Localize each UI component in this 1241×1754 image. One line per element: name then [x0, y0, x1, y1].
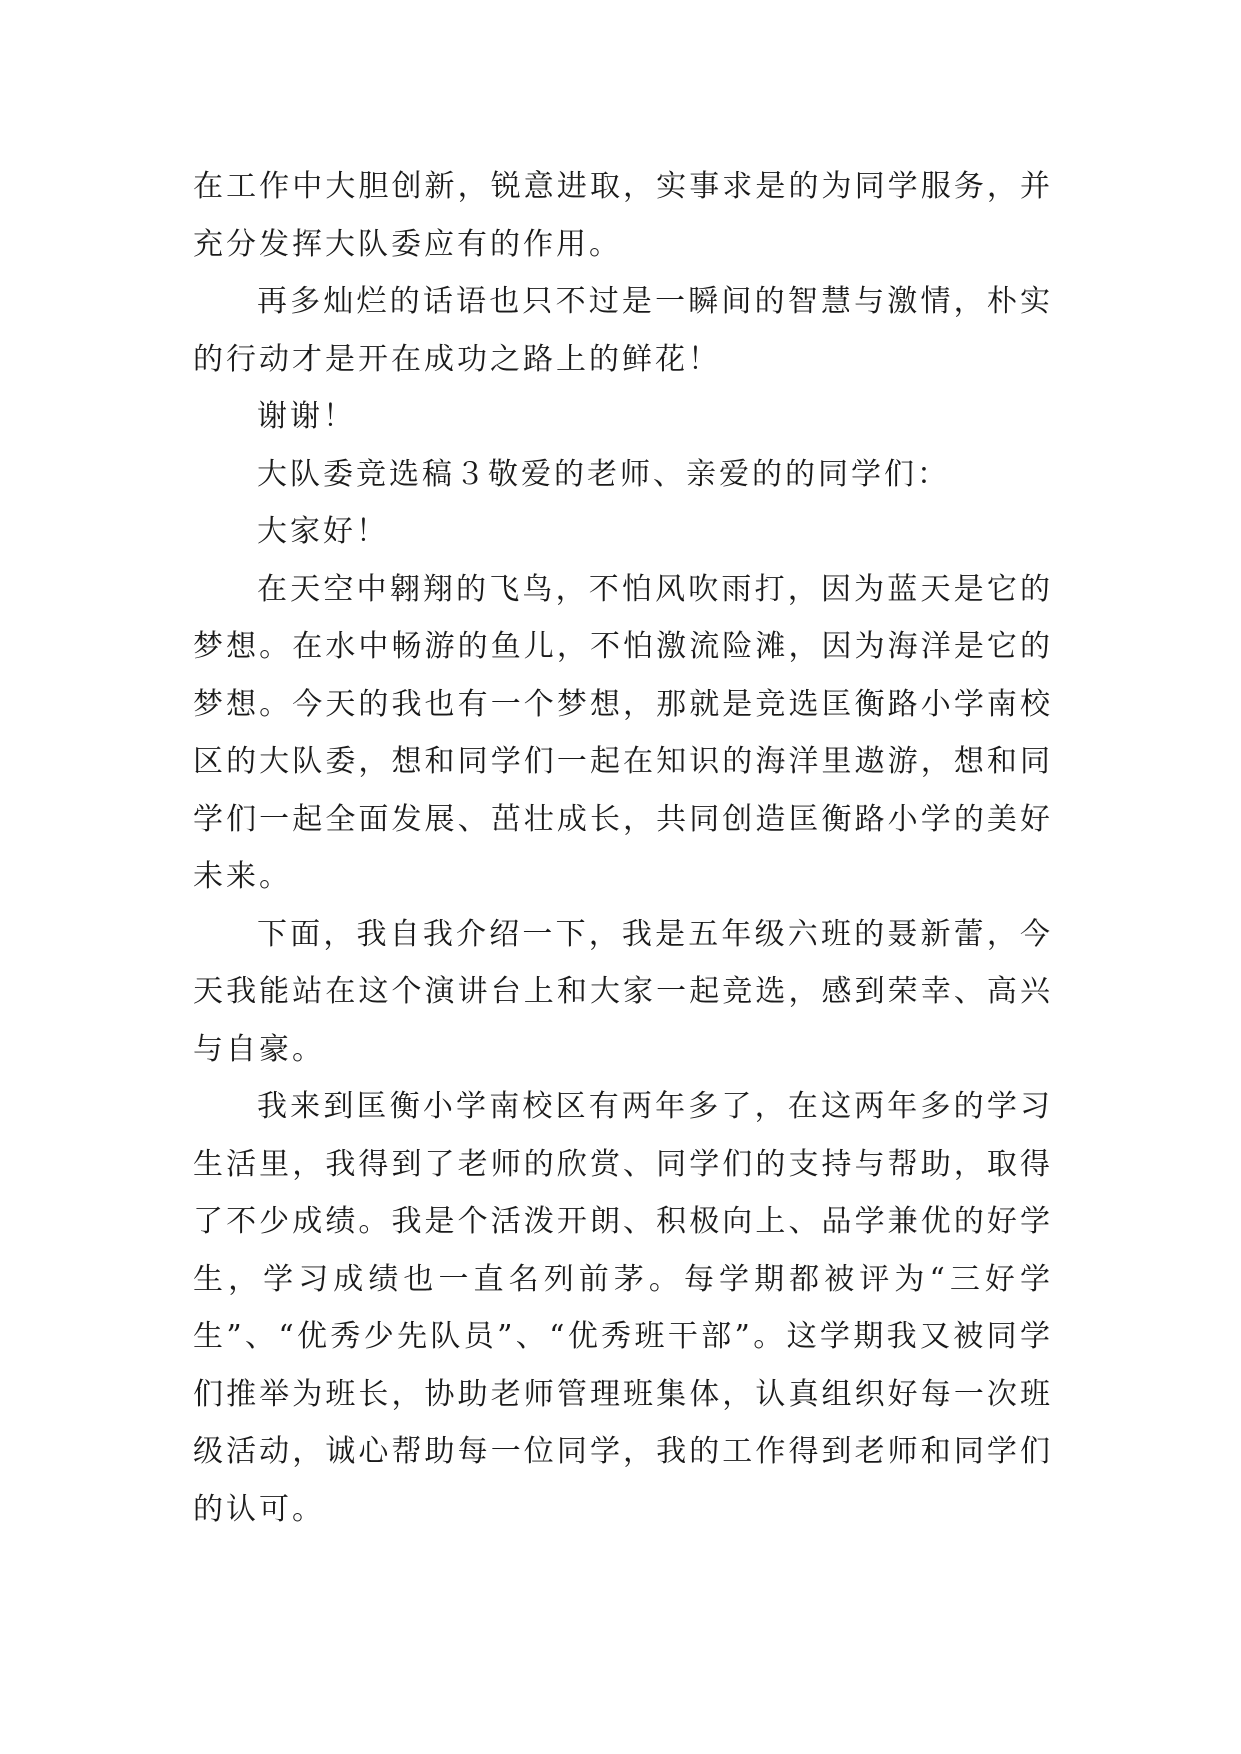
paragraph-3: 谢谢！	[257, 399, 356, 434]
paragraph-2: 再多灿烂的话语也只不过是一瞬间的智慧与激情，朴实的行动才是开在成功之路上的鲜花！	[193, 284, 1053, 377]
paragraph-6: 在天空中翱翔的飞鸟，不怕风吹雨打，因为蓝天是它的梦想。在水中畅游的鱼儿，不怕激流险滩，因为海洋是它的梦想。今天的我也有一个梦想，那就是竞选匡衡路小学南校区的大队委，想和同学们一起在知识的海洋里遨游，想和同学们一起全面发展、茁壮成长，共同创造匡衡路小学的美好未来。	[193, 571, 1053, 894]
paragraph-4: 大队委竞选稿３敬爱的老师、亲爱的的同学们：	[257, 456, 950, 492]
paragraph-5: 大家好！	[257, 514, 389, 549]
paragraph-7: 下面，我自我介绍一下，我是五年级六班的聂新蕾，今天我能站在这个演讲台上和大家一起竞选，感到荣幸、高兴与自豪。	[193, 916, 1053, 1067]
paragraph-1: 在工作中大胆创新，锐意进取，实事求是的为同学服务，并充分发挥大队委应有的作用。	[193, 169, 1053, 262]
document-body	[193, 158, 1053, 1538]
paragraph-8: 我来到匡衡小学南校区有两年多了，在这两年多的学习生活里，我得到了老师的欣赏、同学们的支持与帮助，取得了不少成绩。我是个活泼开朗、积极向上、品学兼优的好学生，学习成绩也一直名列前茅。每学期都被评为“三好学生”、“优秀少先队员”、“优秀班干部”。这学期我又被同学们推举为班长，协助老师管理班集体，认真组织好每一次班级活动，诚心帮助每一位同学，我的工作得到老师和同学们的认可。	[193, 1089, 1053, 1527]
